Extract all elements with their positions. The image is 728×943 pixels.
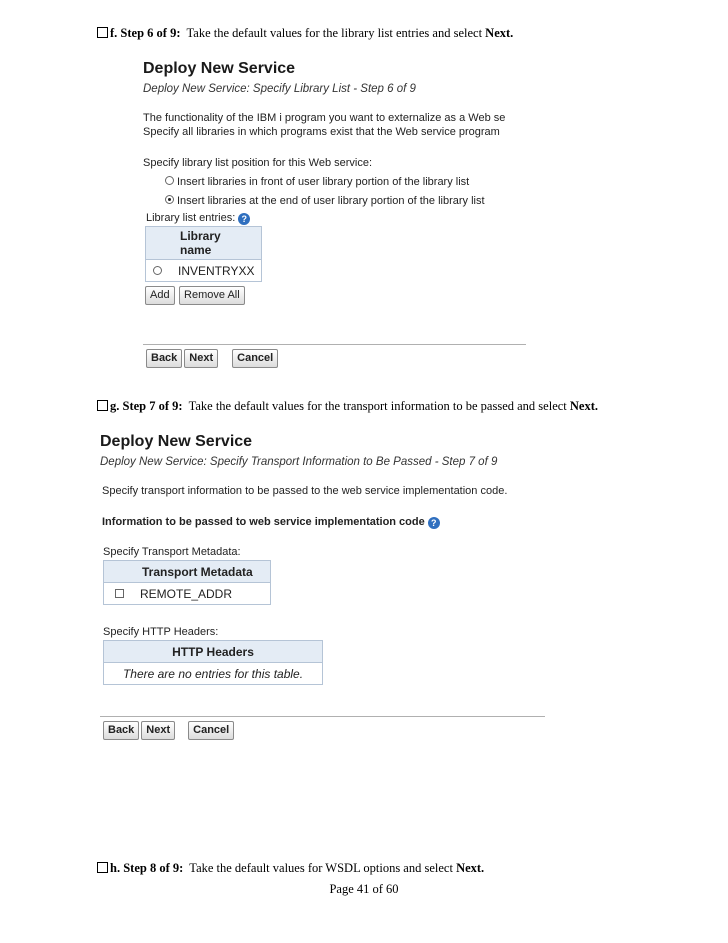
headers-label: Specify HTTP Headers: — [103, 626, 219, 638]
library-entries-label — [146, 212, 528, 225]
radio-end[interactable] — [165, 195, 174, 204]
row-radio[interactable] — [153, 266, 162, 275]
step-g-instruction — [97, 399, 598, 414]
empty-table-message: There are no entries for this table. — [104, 663, 323, 685]
library-list-table — [145, 226, 262, 282]
intro-text: Specify transport information to be passed to the web service implementation code. — [102, 485, 508, 497]
back-button[interactable]: Back — [146, 349, 182, 368]
divider — [100, 716, 545, 717]
table-row[interactable] — [104, 583, 271, 605]
radio-front-option[interactable] — [165, 176, 528, 188]
step-h-instruction — [97, 861, 484, 876]
page-subtitle: Deploy New Service: Specify Transport Information to Be Passed - Step 7 of 9 — [100, 456, 498, 468]
deploy-service-step6-panel — [143, 60, 528, 375]
metadata-label: Specify Transport Metadata: — [103, 546, 241, 558]
select-column-header — [146, 227, 173, 260]
step-f-instruction — [97, 26, 513, 41]
radio-end-label: Insert libraries at the end of user library portion of the library list — [177, 195, 485, 207]
checkbox-icon — [97, 27, 108, 38]
step-h-action: Next. — [456, 861, 485, 875]
library-name-header: Library name — [172, 227, 262, 260]
step-h-text: Take the default values for WSDL options and select — [183, 861, 457, 875]
position-label: Specify library list position for this Web service: — [143, 157, 373, 169]
page-subtitle: Deploy New Service: Specify Library List - Step 6 of 9 — [143, 83, 416, 95]
help-icon[interactable]: ? — [238, 213, 250, 225]
step-f-prefix: f. Step 6 of 9: — [110, 26, 181, 40]
next-button[interactable]: Next — [184, 349, 218, 368]
step-g-prefix: g. Step 7 of 9: — [110, 399, 183, 413]
back-button[interactable]: Back — [103, 721, 139, 740]
radio-end-option[interactable] — [165, 195, 528, 207]
page-title: Deploy New Service — [100, 433, 253, 450]
table-row[interactable] — [146, 260, 262, 282]
remove-all-button[interactable]: Remove All — [179, 286, 245, 305]
step-f-text: Take the default values for the library list entries and select — [180, 26, 486, 40]
transport-metadata-header: Transport Metadata — [134, 561, 271, 583]
wizard-nav-step7 — [103, 720, 234, 740]
step-g-text: Take the default values for the transport information to be passed and select — [182, 399, 570, 413]
intro-line-1: The functionality of the IBM i program you want to externalize as a Web se — [143, 112, 506, 124]
library-entries-text: Library list entries: — [146, 212, 236, 224]
section-heading — [102, 516, 545, 529]
help-icon[interactable]: ? — [428, 517, 440, 529]
add-button[interactable]: Add — [145, 286, 175, 305]
deploy-service-step7-panel — [100, 433, 545, 713]
section-heading-text: Information to be passed to web service implementation code — [102, 516, 425, 528]
transport-metadata-table — [103, 560, 271, 605]
page-number: Page 41 of 60 — [329, 882, 399, 896]
divider — [143, 344, 526, 345]
http-headers-header: HTTP Headers — [104, 641, 323, 663]
radio-front[interactable] — [165, 176, 174, 185]
next-button[interactable]: Next — [141, 721, 175, 740]
intro-line-2: Specify all libraries in which programs exist that the Web service program — [143, 126, 500, 138]
step-h-prefix: h. Step 8 of 9: — [110, 861, 184, 875]
checkbox-icon — [97, 400, 108, 411]
checkbox-icon — [97, 862, 108, 873]
http-headers-table — [103, 640, 323, 685]
library-name-cell: INVENTRYXX — [172, 260, 262, 282]
row-checkbox[interactable] — [115, 589, 124, 598]
step-g-action: Next. — [569, 399, 599, 413]
wizard-nav-step6 — [146, 348, 278, 368]
select-column-header — [104, 561, 135, 583]
cancel-button[interactable]: Cancel — [188, 721, 234, 740]
cancel-button[interactable]: Cancel — [232, 349, 278, 368]
step-f-action: Next. — [485, 26, 514, 40]
metadata-cell: REMOTE_ADDR — [134, 583, 271, 605]
page-title: Deploy New Service — [143, 60, 296, 77]
table-actions — [145, 285, 528, 305]
radio-front-label: Insert libraries in front of user library portion of the library list — [177, 176, 470, 188]
